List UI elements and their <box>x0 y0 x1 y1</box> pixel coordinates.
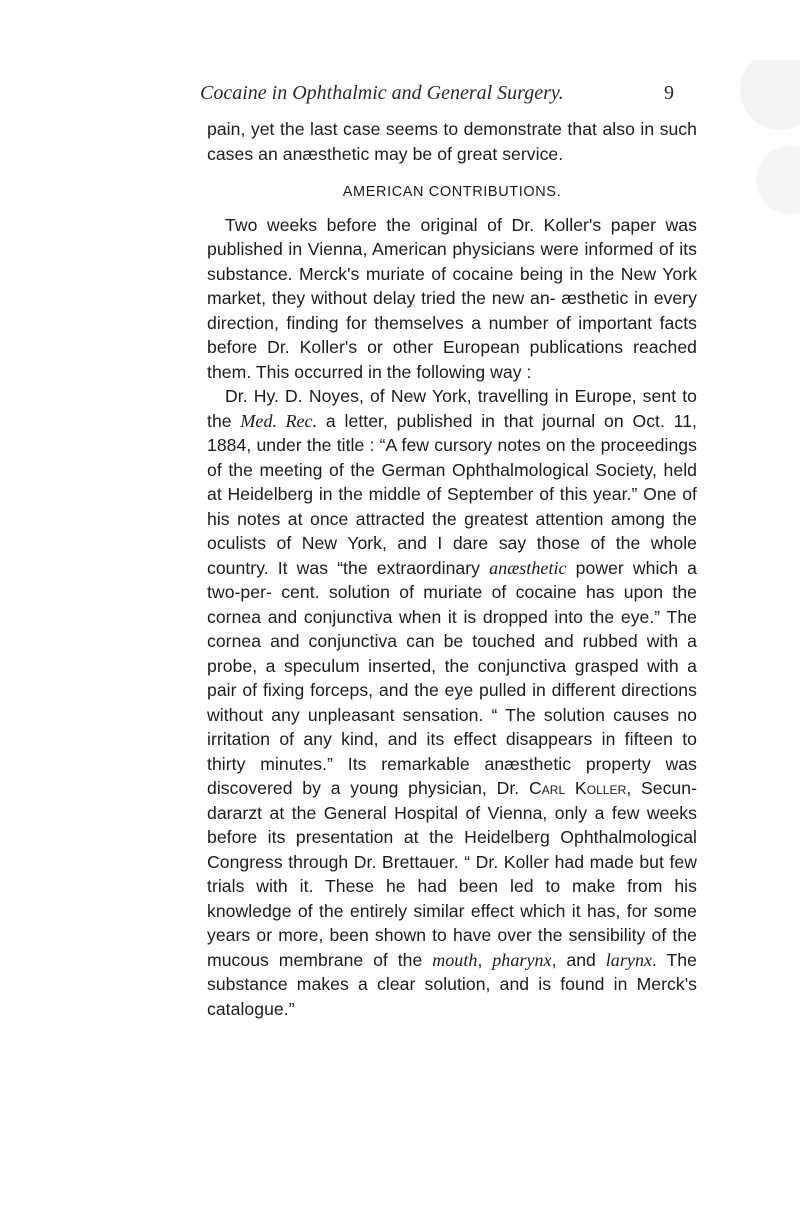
section-heading: AMERICAN CONTRIBUTIONS. <box>342 184 562 200</box>
emphasis-pharynx: pharynx <box>492 949 552 970</box>
text-run: power which a two-per- cent. solution of muriate of cocaine has upon the cornea and conjunctiva when it is dropped into the eye.” The cornea and conjunctiva can be touched and rubbed with a probe, a speculum inserted, the conjunctiva grasped with a pair of fixing forceps, and the eye pulled in different directions without any unpleasant sensation. “ The solution causes no irritation of any kind, and its effect disappears in fifteen to thirty minutes.” Its remarkable anæsthetic property was discovered by a young physician, Dr. <box>207 557 697 798</box>
emphasis-anaesthetic: anæsthetic <box>489 557 567 578</box>
paragraph-american-physicians: Two weeks before the original of Dr. Koller's paper was published in Vienna, American physicians were informed of its substance. Merck's muriate of cocaine being in the New York market, they without delay tried the new an- æsthetic in every direction, finding for themselves a number of important facts before Dr. Koller's or other European publications reached them. This occurred in the following way : <box>207 214 697 382</box>
running-title: Cocaine in Ophthalmic and General Surgery. <box>200 82 564 104</box>
text-run: , <box>477 949 483 970</box>
text-run: , Secun- dararzt at the General Hospital of Vienna, only a few weeks before its presentation at the Heidelberg Ophthalmological Congress through Dr. Brettauer. “ Dr. Koller had made but few trials with it. These he had been led to make from his knowledge of the entirely similar effect which it has, for some years or more, been shown to have over the sensibility of the mucous membrane of the <box>207 778 698 970</box>
text-run: Dr. Hy. D. Noyes, of New York, travelling in Europe, sent to the <box>207 386 697 431</box>
page-number: 9 <box>664 82 674 104</box>
journal-name: Med. Rec. <box>240 410 318 431</box>
paper-bleed-through-decoration <box>700 60 800 320</box>
emphasis-mouth: mouth <box>432 949 478 970</box>
body-text <box>207 117 697 1021</box>
text-run: a letter, published in that journal on Oct. 11, 1884, under the title : “A few cursory notes on the proceedings of the meeting of the German Ophthalmological Society, held at Heidelberg in the middle of September of this year.” One of his notes at once attracted the greatest attention among the oculists of New York, and I dare say those of the whole country. It was “the extraordinary <box>207 410 697 578</box>
paragraph-continuation: pain, yet the last case seems to demonstrate that also in such cases an anæsthetic may be of great service. <box>207 119 697 164</box>
text-run: , and <box>551 949 596 970</box>
text-run: . The substance makes a clear solution, and is found in Merck's catalogue.” <box>207 949 697 1019</box>
emphasis-larynx: larynx <box>605 949 653 970</box>
paragraph-noyes-letter <box>207 384 697 1021</box>
person-name-small-caps: Carl Koller <box>528 778 627 798</box>
